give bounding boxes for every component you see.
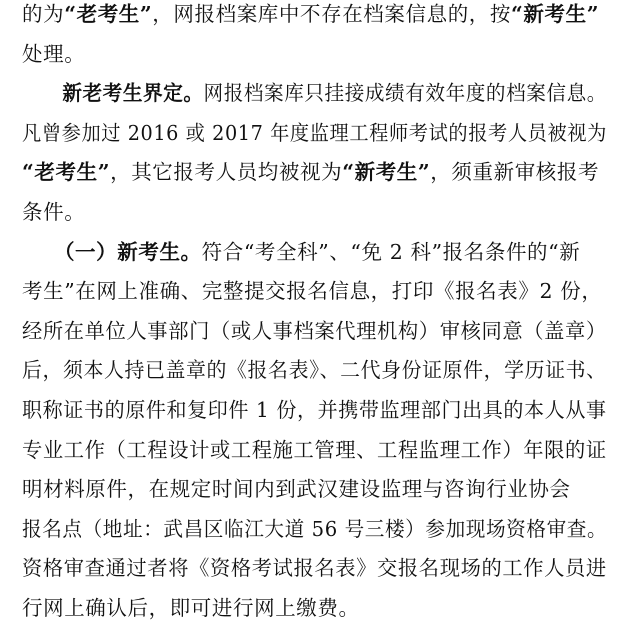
text-segment: 凡曾参加过 2016 或 2017 年度监理工程师考试的报考人员被视为	[22, 120, 607, 145]
text-segment: 条件。	[22, 199, 86, 224]
text-line	[22, 391, 607, 431]
text-segment	[22, 240, 64, 264]
text-segment: 报名点（地址：武昌区临江大道 56 号三楼）参加现场资格审查。	[22, 516, 608, 541]
bold-text-segment: （一）新考生。	[64, 239, 202, 264]
text-line	[22, 233, 607, 273]
text-segment: 经所在单位人事部门（或人事档案代理机构）审核同意（盖章）	[22, 318, 607, 343]
text-line	[22, 35, 607, 75]
text-line	[22, 351, 607, 391]
text-segment	[22, 81, 62, 105]
text-segment: 处理。	[22, 41, 86, 66]
text-line	[22, 312, 607, 352]
text-line	[22, 74, 607, 114]
text-segment: 资格审查通过者将《资格考试报名表》交报名现场的工作人员进	[22, 556, 607, 581]
text-line	[22, 0, 607, 35]
bold-text-segment: “老考生”	[22, 160, 111, 185]
bold-text-segment: “新考生”	[511, 2, 600, 26]
text-line	[22, 193, 607, 233]
text-segment: ，网报档案库中不存在档案信息的，按	[152, 2, 511, 26]
text-line	[22, 589, 607, 629]
text-line	[22, 470, 607, 510]
text-line	[22, 153, 607, 193]
text-segment: 明材料原件，在规定时间内到武汉建设监理与咨询行业协会	[22, 477, 571, 502]
text-line	[22, 431, 607, 471]
text-line	[22, 114, 607, 154]
document-body-text	[22, 0, 607, 629]
text-segment: ，须重新审核报考	[430, 160, 600, 185]
text-line	[22, 272, 607, 312]
bold-text-segment: “新考生”	[342, 160, 431, 185]
text-line	[22, 510, 608, 550]
text-segment: 后，须本人持已盖章的《报名表》、二代身份证原件，学历证书、	[22, 358, 607, 383]
text-segment: 专业工作（工程设计或工程施工管理、工程监理工作）年限的证	[22, 437, 607, 462]
text-segment: 符合“考全科”、“免 2 科”报名条件的“新	[201, 239, 581, 264]
text-segment: ，其它报考人员均被视为	[110, 160, 343, 185]
text-segment: 行网上确认后，即可进行网上缴费。	[22, 595, 360, 620]
bold-text-segment: 新老考生界定。	[62, 81, 204, 106]
text-segment: 的为	[22, 2, 65, 26]
bold-text-segment: “老考生”	[64, 2, 153, 26]
text-segment: 职称证书的原件和复印件 1 份，并携带监理部门出具的本人从事	[22, 397, 607, 422]
text-segment: 考生”在网上准确、完整提交报名信息，打印《报名表》2 份，	[22, 279, 603, 304]
text-line	[22, 549, 607, 589]
text-segment: 网报档案库只挂接成绩有效年度的档案信息。	[203, 81, 607, 106]
